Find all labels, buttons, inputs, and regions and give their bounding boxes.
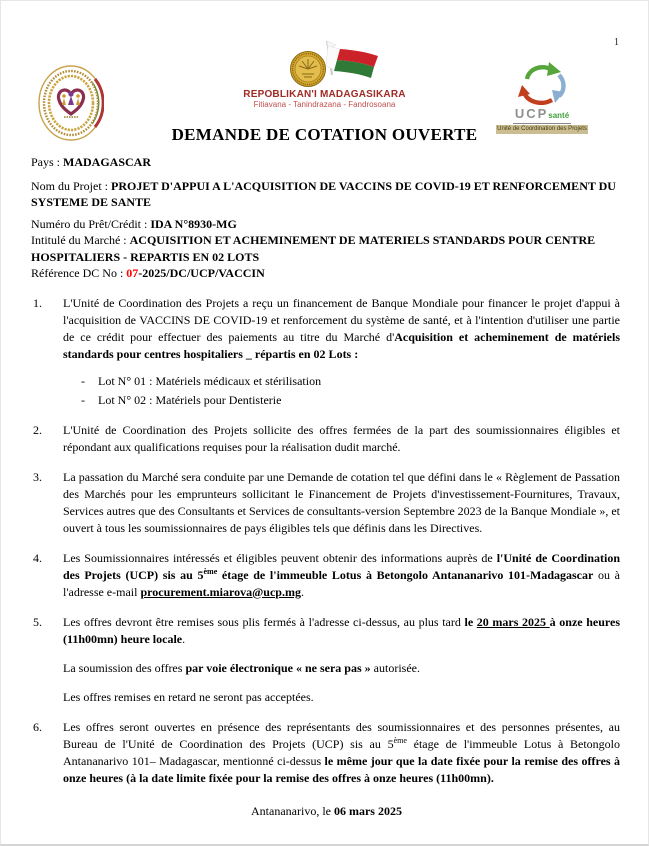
- bullet-text: [98, 373, 620, 390]
- text-run: Lot N° 02 : Matériels pour Dentisterie: [98, 392, 282, 407]
- text-run: Numéro du Prêt/Crédit :: [31, 216, 151, 231]
- text-run: Les Soumissionnaires intéressés et éligibles peuvent obtenir des informations auprès de: [63, 550, 497, 565]
- list-item: [33, 550, 620, 601]
- text-run: .: [182, 631, 186, 646]
- text-run: L'Unité de Coordination des Projets a reçu un financement de Banque Mondiale pour financer le projet d'appui à l'acquisition de VACCINS DE COVID-19 et renforcement du système de santé, et à l'intention d'utiliser une partie de ce crédit pour effectuer des paiements au titre du Marché d': [63, 295, 620, 344]
- text-run: à onze heures (11h00mn) heure locale: [63, 614, 620, 646]
- text-run: L'Unité de Coordination des Projets sollicite des offres fermées de la part des soumissionnaires éligibles et répondant aux qualifications requises pour la réalisation dudit marché.: [63, 422, 620, 454]
- field-reference-dc: [31, 265, 618, 282]
- ucp-label: UCP: [514, 106, 549, 121]
- text-run: étage de l'immeuble Lotus à Betongolo Antananarivo 101-Madagascar: [217, 567, 594, 582]
- text-run: par voie électronique « ne sera pas »: [185, 660, 371, 675]
- text-run: 20 mars 2025: [476, 614, 550, 629]
- text-run: 06 mars 2025: [333, 803, 402, 818]
- text-run: ème: [393, 735, 407, 745]
- text-run: PROJET D'APPUI A L'ACQUISITION DE VACCINS DE COVID-19 ET RENFORCEMENT DU SYSTEME DE SANTE: [31, 178, 616, 209]
- list-item-text: [63, 469, 620, 537]
- text-run: La soumission des offres: [63, 660, 186, 675]
- text-run: Pays :: [31, 155, 64, 169]
- page-number: 1: [614, 37, 619, 48]
- list-item-text: [63, 719, 620, 787]
- list-item: [33, 422, 620, 456]
- text-run: 07: [126, 266, 139, 280]
- ministry-health-seal-logo: [38, 65, 104, 141]
- list-item-number: 1.: [33, 295, 42, 310]
- recycle-arrows-icon: [511, 59, 573, 105]
- text-run: Les offres seront ouvertes en présence des représentants des soumissionnaires et des personnes présentes, au Bureau de l'Unité de Coordination des Projets (UCP) sis au 5: [63, 719, 620, 751]
- text-run: Lot N° 01 : Matériels médicaux et stérilisation: [98, 373, 322, 388]
- text-run: l'Unité de Coordination des Projets (UCP) sis au 5: [63, 550, 621, 582]
- text-run: -2025/DC/UCP/VACCIN: [138, 266, 265, 280]
- list-item-number: 4.: [33, 550, 42, 565]
- text-run: MADAGASCAR: [63, 155, 152, 169]
- bullet-dash: -: [81, 373, 85, 388]
- ucp-wordmark: [513, 108, 571, 124]
- text-run: Antananarivo, le: [251, 803, 334, 818]
- list-item-text: [63, 422, 620, 456]
- bullet-item: [81, 392, 620, 409]
- text-run: Nom du Projet :: [31, 178, 111, 193]
- bullet-dash: -: [81, 392, 85, 407]
- text-run: le même jour que la date fixée pour la remise des offres à onze heures (à la date limite fixée pour la remise des offres à onze heures (11h00mn).: [63, 753, 620, 785]
- text-run: Les offres devront être remises sous plis fermés à l'adresse ci-dessus, au plus tard: [63, 614, 465, 629]
- list-item-text: [63, 295, 620, 363]
- text-run: Acquisition et acheminement de matériels standards pour centres hospitaliers _ répartis en 02 Lots :: [63, 329, 620, 361]
- bullet-text: [98, 392, 620, 409]
- text-run: étage de l'immeuble Lotus à Betongolo Antananarivo 101– Madagascar, mentionné ci-dessus: [63, 736, 620, 768]
- list-item-number: 3.: [33, 469, 42, 484]
- field-pays: [31, 154, 618, 171]
- field-intitule-marche: [31, 232, 618, 265]
- text-run: IDA N°8930-MG: [150, 216, 237, 231]
- list-item: [33, 719, 620, 787]
- list-item-number: 6.: [33, 719, 42, 734]
- field-nom-projet: [31, 178, 618, 211]
- document-body: [33, 295, 620, 820]
- closing-date: [33, 803, 620, 820]
- madagascar-flag-icon: [260, 39, 390, 89]
- list-item-text: [63, 614, 620, 648]
- ucp-sante-label: santé: [548, 111, 570, 120]
- madagascar-emblem-logo: [220, 39, 430, 110]
- text-run: Les offres remises en retard ne seront pas acceptées.: [63, 689, 314, 704]
- ucp-sante-logo: [496, 59, 588, 134]
- text-run: .: [300, 584, 304, 599]
- text-run: ACQUISITION ET ACHEMINEMENT DE MATERIELS STANDARDS POUR CENTRE HOSPITALIERS - REPARTIS EN 02 LOTS: [31, 233, 596, 264]
- list-item-text: [63, 550, 620, 601]
- text-run: ème: [203, 566, 218, 576]
- sub-paragraph: [63, 660, 620, 677]
- field-numero-pret: [31, 216, 618, 233]
- text-run: Intitulé du Marché :: [31, 233, 130, 247]
- list-item: [33, 469, 620, 537]
- sub-paragraph: [63, 689, 620, 706]
- republic-motto-label: Fitiavana - Tanindrazana - Fandrosoana: [253, 100, 396, 109]
- list-item-number: 5.: [33, 614, 42, 629]
- list-item: [33, 614, 620, 648]
- list-item-number: 2.: [33, 422, 42, 437]
- list-item: [33, 295, 620, 363]
- text-run: Référence DC No :: [31, 266, 127, 280]
- text-run: ou à l'adresse e-mail: [63, 567, 621, 599]
- text-run: le: [464, 614, 474, 629]
- ucp-caption: Unité de Coordination des Projets: [497, 126, 587, 132]
- republic-name-label: REPOBLIKAN'I MADAGASIKARA: [243, 89, 406, 100]
- bullet-item: [81, 373, 620, 390]
- document-title: DEMANDE DE COTATION OUVERTE: [171, 125, 478, 144]
- text-run: La passation du Marché sera conduite par une Demande de cotation tel que défini dans le « Règlement de Passation des Marchés pour les emprunteurs sollicitant le Financement de Projets d'investissement-Fournitures, Travaux, Services autres que des Consultants et Services de consultants-version Septembre 2023 de la Banque Mondiale », et ouvert à tous les soumissionnaires de pays éligibles tels que définis dans les Directives.: [63, 469, 620, 535]
- meta-section: [31, 154, 618, 282]
- email-link[interactable]: procurement.miarova@ucp.mg: [140, 584, 301, 599]
- text-run: autorisée.: [370, 660, 420, 675]
